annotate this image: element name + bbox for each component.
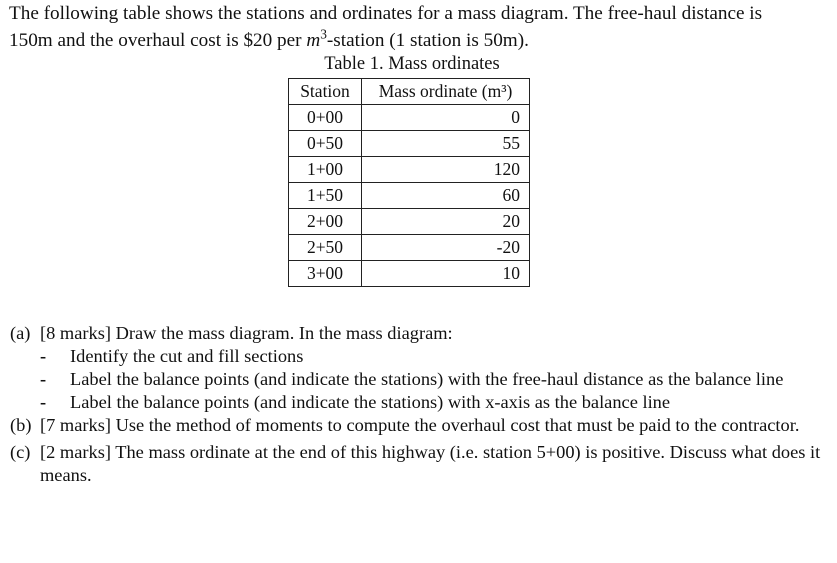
table-caption: Table 1. Mass ordinates <box>324 54 500 74</box>
bullet-dash: - <box>40 346 47 366</box>
intro-line-1: The following table shows the stations and ordinates for a mass diagram. The free-haul distance is <box>9 3 763 24</box>
table-row <box>289 131 530 157</box>
intro-line-2-pre: 150m and the overhaul cost is $20 per <box>9 30 307 51</box>
question-c-text: [2 marks] The mass ordinate at the end of this highway (i.e. station 5+00) is positive. Discuss what does it means. <box>40 442 821 485</box>
station-cell: 3+00 <box>289 261 362 287</box>
ordinate-cell: 10 <box>362 261 530 287</box>
table-row <box>289 105 530 131</box>
bullet-text: Label the balance points (and indicate the stations) with x-axis as the balance line <box>70 392 671 412</box>
table-row <box>289 209 530 235</box>
question-b <box>10 414 825 437</box>
ordinate-cell: 55 <box>362 131 530 157</box>
intro-unit-exponent: 3 <box>320 26 327 42</box>
station-cell: 0+50 <box>289 131 362 157</box>
intro-unit-variable: m <box>306 30 321 51</box>
bullet-text: Label the balance points (and indicate the stations) with the free-haul distance as the balance line <box>70 369 784 389</box>
question-a <box>10 322 825 345</box>
mass-ordinate-table <box>288 78 530 287</box>
table-header-row <box>289 79 530 105</box>
station-cell: 1+00 <box>289 157 362 183</box>
ordinate-cell: 20 <box>362 209 530 235</box>
header-mass-ordinate: Mass ordinate (m³) <box>362 79 530 105</box>
bullet-text: Identify the cut and fill sections <box>70 346 304 366</box>
list-item <box>10 345 825 368</box>
station-cell: 2+50 <box>289 235 362 261</box>
table-row <box>289 235 530 261</box>
list-item <box>10 391 825 414</box>
station-cell: 1+50 <box>289 183 362 209</box>
intro-line-2-post: -station (1 station is 50m). <box>326 30 529 51</box>
bullet-dash: - <box>40 392 47 412</box>
header-station: Station <box>289 79 362 105</box>
ordinate-cell: 60 <box>362 183 530 209</box>
question-a-text: [8 marks] Draw the mass diagram. In the mass diagram: <box>40 323 453 343</box>
table-row <box>289 157 530 183</box>
ordinate-cell: 0 <box>362 105 530 131</box>
station-cell: 0+00 <box>289 105 362 131</box>
question-c <box>10 441 825 487</box>
table-row <box>289 183 530 209</box>
bullet-dash: - <box>40 369 47 389</box>
intro-paragraph <box>9 0 831 54</box>
question-c-label: (c) <box>10 442 31 462</box>
question-parts <box>10 322 825 487</box>
question-b-text: [7 marks] Use the method of moments to compute the overhaul cost that must be paid to the contractor. <box>40 415 800 435</box>
question-b-label: (b) <box>10 415 32 435</box>
list-item <box>10 368 825 391</box>
station-cell: 2+00 <box>289 209 362 235</box>
ordinate-cell: 120 <box>362 157 530 183</box>
question-a-label: (a) <box>10 323 31 343</box>
table-row <box>289 261 530 287</box>
ordinate-cell: -20 <box>362 235 530 261</box>
